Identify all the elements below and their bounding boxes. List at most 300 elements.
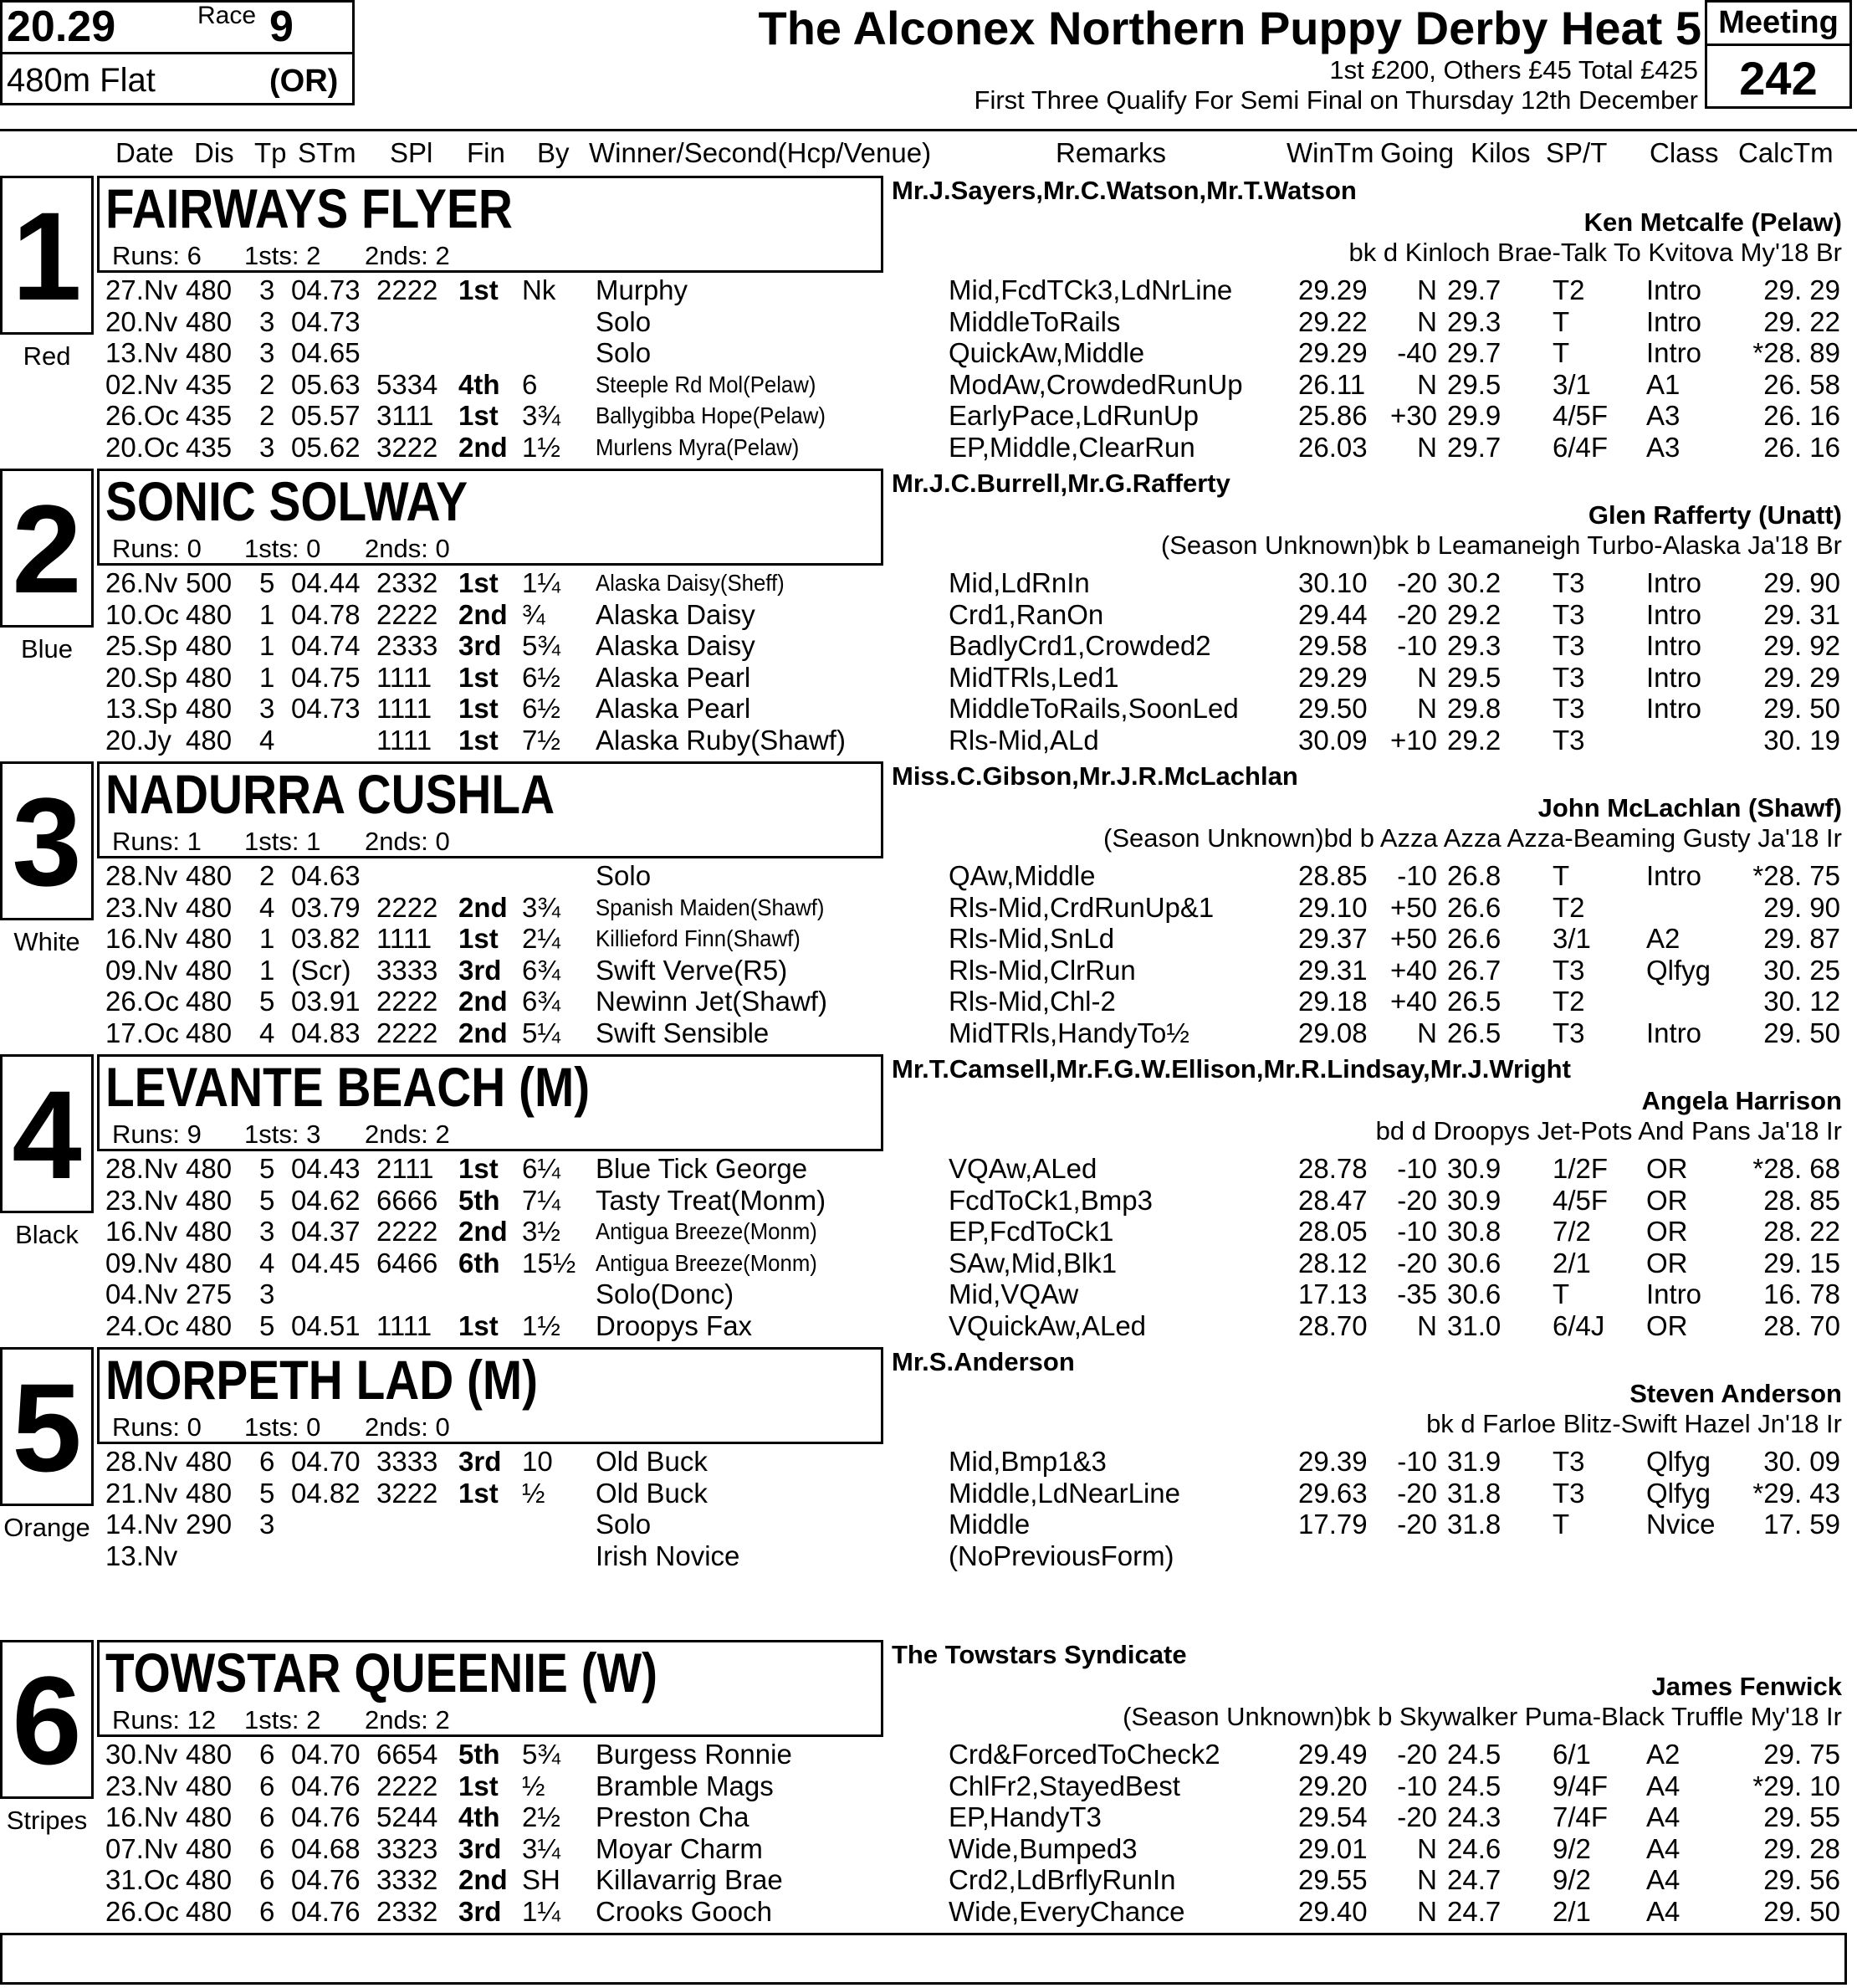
col-spt: SP/T <box>1546 137 1608 168</box>
form-stm: 04.74 <box>291 630 361 662</box>
form-stm: 05.63 <box>291 368 361 400</box>
form-by: 1½ <box>522 1310 560 1341</box>
form-dis: 480 <box>186 1739 233 1770</box>
form-remarks: Rls-Mid,ALd <box>949 725 1099 756</box>
form-kilos: 26.7 <box>1447 954 1501 986</box>
form-spt: 6/1 <box>1553 1739 1591 1770</box>
form-fin: 1st <box>458 1153 499 1184</box>
form-wintm: 30.09 <box>1298 725 1368 756</box>
form-remarks: EP,Middle,ClearRun <box>949 432 1195 463</box>
form-winner: Antigua Breeze(Monm) <box>596 1218 817 1245</box>
form-remarks: Mid,LdRnIn <box>949 567 1090 598</box>
form-wintm: 29.22 <box>1298 305 1368 337</box>
runner-breeding: (Season Unknown)bk b Leamaneigh Turbo-Alaska Ja'18 Br <box>1160 530 1842 560</box>
form-by: SH <box>522 1864 560 1896</box>
form-fin: 1st <box>458 693 499 725</box>
form-dis: 275 <box>186 1278 233 1310</box>
form-spl: 6466 <box>376 1247 438 1278</box>
form-cls: A4 <box>1646 1770 1681 1801</box>
form-date: 16.Nv <box>105 1216 178 1248</box>
form-fin: 6th <box>458 1247 500 1278</box>
form-cls: Nvice <box>1646 1509 1716 1540</box>
form-remarks: Middle,LdNearLine <box>949 1477 1181 1509</box>
footer-box <box>0 1933 1847 1985</box>
form-going: -20 <box>1397 1801 1437 1833</box>
form-dis: 480 <box>186 630 233 662</box>
form-date: 02.Nv <box>105 368 178 400</box>
form-wintm: 28.47 <box>1298 1184 1368 1216</box>
form-row <box>0 630 1857 662</box>
form-spt: 3/1 <box>1553 368 1591 400</box>
form-calc: 29. 29 <box>1763 274 1840 305</box>
form-spl: 2222 <box>376 598 438 630</box>
form-cls: Intro <box>1646 661 1702 693</box>
runner-trainer: Ken Metcalfe (Pelaw) <box>1583 208 1842 237</box>
form-winner: Spanish Maiden(Shawf) <box>596 894 825 920</box>
form-tp: 3 <box>259 305 275 337</box>
form-spt: T <box>1553 1509 1570 1540</box>
form-fin: 2nd <box>458 432 508 463</box>
form-wintm: 29.39 <box>1298 1446 1368 1477</box>
form-spl: 5334 <box>376 368 438 400</box>
form-calc: 29. 90 <box>1763 891 1840 923</box>
form-cls: OR <box>1646 1247 1688 1278</box>
trap-colour: White <box>13 927 80 956</box>
form-wintm: 29.44 <box>1298 598 1368 630</box>
form-wintm: 28.70 <box>1298 1310 1368 1341</box>
form-wintm: 29.01 <box>1298 1832 1368 1864</box>
form-kilos: 24.3 <box>1447 1801 1501 1833</box>
form-going: N <box>1417 274 1437 305</box>
form-row <box>0 274 1857 306</box>
form-kilos: 29.7 <box>1447 274 1501 305</box>
form-dis: 480 <box>186 1310 233 1341</box>
form-spt: 2/1 <box>1553 1247 1591 1278</box>
form-date: 26.Nv <box>105 567 178 598</box>
form-fin: 4th <box>458 368 500 400</box>
form-remarks: Rls-Mid,CrdRunUp&1 <box>949 891 1215 923</box>
runner-breeding: (Season Unknown)bd b Azza Azza Azza-Beaming Gusty Ja'18 Ir <box>1103 823 1842 853</box>
form-winner: Solo(Donc) <box>596 1278 734 1310</box>
form-going: -20 <box>1397 1184 1437 1216</box>
form-winner: Blue Tick George <box>596 1153 808 1184</box>
form-going: +50 <box>1390 891 1437 923</box>
form-spt: 9/2 <box>1553 1864 1591 1896</box>
form-by: 6½ <box>522 661 560 693</box>
form-wintm: 29.55 <box>1298 1864 1368 1896</box>
runner-stat-firsts: 1sts: 2 <box>244 1705 321 1734</box>
form-spt: 6/4F <box>1553 432 1609 463</box>
form-row <box>0 1446 1857 1478</box>
form-remarks: MiddleToRails,SoonLed <box>949 693 1239 725</box>
form-spl: 3111 <box>376 400 434 432</box>
form-tp: 6 <box>259 1801 275 1833</box>
form-winner: Preston Cha <box>596 1801 749 1833</box>
form-remarks: Middle <box>949 1509 1031 1540</box>
form-winner: Old Buck <box>596 1477 708 1509</box>
form-dis: 480 <box>186 860 233 891</box>
form-calc: 29. 90 <box>1763 567 1840 598</box>
form-kilos: 24.6 <box>1447 1832 1501 1864</box>
form-wintm: 29.18 <box>1298 986 1368 1017</box>
form-tp: 3 <box>259 337 275 369</box>
form-spt: T3 <box>1553 661 1585 693</box>
form-calc: 29. 50 <box>1763 1017 1840 1048</box>
col-tp: Tp <box>254 137 287 168</box>
form-tp: 5 <box>259 1184 275 1216</box>
form-remarks: QAw,Middle <box>949 860 1096 891</box>
form-winner: Alaska Ruby(Shawf) <box>596 725 846 756</box>
form-calc: 16. 78 <box>1763 1278 1840 1310</box>
form-remarks: BadlyCrd1,Crowded2 <box>949 630 1211 662</box>
form-kilos: 30.6 <box>1447 1278 1501 1310</box>
form-kilos: 29.2 <box>1447 598 1501 630</box>
form-dis: 480 <box>186 986 233 1017</box>
form-wintm: 29.58 <box>1298 630 1368 662</box>
form-going: -20 <box>1397 1739 1437 1770</box>
form-row <box>0 599 1857 631</box>
form-stm: 04.68 <box>291 1832 361 1864</box>
form-going: +10 <box>1390 725 1437 756</box>
form-kilos: 26.6 <box>1447 923 1501 955</box>
form-date: 09.Nv <box>105 954 178 986</box>
race-distance: 480m Flat <box>7 62 156 99</box>
form-calc: 28. 70 <box>1763 1310 1840 1341</box>
form-cls: Intro <box>1646 305 1702 337</box>
form-spt: T3 <box>1553 630 1585 662</box>
runner-name: LEVANTE BEACH (M) <box>105 1056 591 1118</box>
form-stm: 04.83 <box>291 1017 361 1048</box>
form-by: 7½ <box>522 725 560 756</box>
form-spt: 4/5F <box>1553 1184 1609 1216</box>
form-spl: 6654 <box>376 1739 438 1770</box>
form-row <box>0 1017 1857 1049</box>
form-spt: T3 <box>1553 693 1585 725</box>
form-spt: T <box>1553 337 1570 369</box>
form-tp: 6 <box>259 1446 275 1477</box>
form-stm: 03.91 <box>291 986 361 1017</box>
form-dis: 480 <box>186 1184 233 1216</box>
form-fin: 1st <box>458 725 499 756</box>
form-kilos: 29.5 <box>1447 368 1501 400</box>
form-cls: A4 <box>1646 1864 1681 1896</box>
form-spl: 1111 <box>376 923 432 955</box>
runner-breeding: (Season Unknown)bk b Skywalker Puma-Black Truffle My'18 Ir <box>1123 1702 1842 1731</box>
form-dis: 480 <box>186 693 233 725</box>
form-cls: Intro <box>1646 274 1702 305</box>
form-tp: 6 <box>259 1864 275 1896</box>
col-going: Going <box>1380 137 1455 168</box>
form-remarks: Rls-Mid,Chl-2 <box>949 986 1116 1017</box>
form-row <box>0 923 1857 955</box>
form-wintm: 28.78 <box>1298 1153 1368 1184</box>
form-dis: 500 <box>186 567 233 598</box>
form-date: 17.Oc <box>105 1017 180 1048</box>
col-by: By <box>537 137 570 168</box>
form-wintm: 29.49 <box>1298 1739 1368 1770</box>
form-date: 20.Sp <box>105 661 178 693</box>
form-going: -10 <box>1397 1446 1437 1477</box>
form-going: N <box>1417 305 1437 337</box>
form-dis: 290 <box>186 1509 233 1540</box>
runner-owners: The Towstars Syndicate <box>892 1640 1187 1669</box>
form-spt: T3 <box>1553 954 1585 986</box>
form-wintm: 29.10 <box>1298 891 1368 923</box>
form-cls: Intro <box>1646 1278 1702 1310</box>
form-stm: 04.62 <box>291 1184 361 1216</box>
runner-stat-seconds: 2nds: 0 <box>365 827 450 856</box>
form-winner: Alaska Daisy <box>596 598 755 630</box>
form-spt: 7/2 <box>1553 1216 1591 1248</box>
form-date: 28.Nv <box>105 1446 178 1477</box>
form-fin: 2nd <box>458 598 508 630</box>
form-fin: 3rd <box>458 1832 502 1864</box>
form-date: 27.Nv <box>105 274 178 305</box>
form-dis: 480 <box>186 923 233 955</box>
form-winner: Old Buck <box>596 1446 708 1477</box>
form-cls: OR <box>1646 1184 1688 1216</box>
form-tp: 1 <box>259 598 275 630</box>
form-spl: 5244 <box>376 1801 438 1833</box>
runner-breeding: bk d Farloe Blitz-Swift Hazel Jn'18 Ir <box>1426 1409 1842 1438</box>
form-spt: 3/1 <box>1553 923 1591 955</box>
form-wintm: 26.03 <box>1298 432 1368 463</box>
form-wintm: 28.85 <box>1298 860 1368 891</box>
form-spt: T3 <box>1553 567 1585 598</box>
form-tp: 1 <box>259 630 275 662</box>
form-dis: 480 <box>186 274 233 305</box>
form-by: 6 <box>522 368 538 400</box>
runner-breeding: bd d Droopys Jet-Pots And Pans Ja'18 Ir <box>1375 1116 1842 1145</box>
form-spl: 3323 <box>376 1832 438 1864</box>
race-grade: (OR) <box>269 64 339 99</box>
form-stm: 04.73 <box>291 693 361 725</box>
form-dis: 480 <box>186 1864 233 1896</box>
runner-stat-runs: Runs: 0 <box>112 534 202 563</box>
form-kilos: 30.6 <box>1447 1247 1501 1278</box>
form-cls: Intro <box>1646 860 1702 891</box>
form-spl: 2333 <box>376 630 438 662</box>
race-qualify: First Three Qualify For Semi Final on Thursday 12th December <box>974 85 1698 115</box>
form-spl: 1111 <box>376 693 432 725</box>
form-spl: 2222 <box>376 1770 438 1801</box>
form-kilos: 24.7 <box>1447 1896 1501 1927</box>
form-tp: 5 <box>259 1153 275 1184</box>
form-fin: 2nd <box>458 1864 508 1896</box>
form-date: 14.Nv <box>105 1509 178 1540</box>
runner-name: FAIRWAYS FLYER <box>105 177 513 239</box>
form-row <box>0 1185 1857 1217</box>
form-going: -35 <box>1397 1278 1437 1310</box>
form-row <box>0 662 1857 694</box>
form-spt: T3 <box>1553 1446 1585 1477</box>
form-stm: 04.43 <box>291 1153 361 1184</box>
form-fin: 1st <box>458 274 499 305</box>
form-row <box>0 725 1857 756</box>
form-fin: 1st <box>458 567 499 598</box>
col-dis: Dis <box>194 137 234 168</box>
form-remarks: Crd1,RanOn <box>949 598 1104 630</box>
form-winner: Tasty Treat(Monm) <box>596 1184 826 1216</box>
form-stm: 04.76 <box>291 1864 361 1896</box>
form-row <box>0 693 1857 725</box>
form-row <box>0 986 1857 1017</box>
form-dis: 480 <box>186 891 233 923</box>
col-stm: STm <box>298 137 356 168</box>
form-row <box>0 1801 1857 1833</box>
form-going: N <box>1417 1017 1437 1048</box>
form-fin: 1st <box>458 661 499 693</box>
form-winner: Droopys Fax <box>596 1310 753 1341</box>
form-winner: Irish Novice <box>596 1540 740 1571</box>
race-prizes: 1st £200, Others £45 Total £425 <box>1329 55 1698 85</box>
form-by: ½ <box>522 1770 545 1801</box>
form-tp: 6 <box>259 1770 275 1801</box>
form-tp: 5 <box>259 1477 275 1509</box>
form-row <box>0 1153 1857 1185</box>
form-by: ¾ <box>522 598 545 630</box>
form-winner: Alaska Daisy(Sheff) <box>596 570 785 596</box>
runner-trainer: John McLachlan (Shawf) <box>1537 793 1842 822</box>
form-by: 1¼ <box>522 567 560 598</box>
form-by: 5¼ <box>522 1017 560 1048</box>
form-cls: OR <box>1646 1216 1688 1248</box>
form-winner: Alaska Pearl <box>596 661 751 693</box>
form-calc: 29. 28 <box>1763 1832 1840 1864</box>
form-calc: *29. 10 <box>1752 1770 1840 1801</box>
runner-stat-seconds: 2nds: 2 <box>365 1120 450 1149</box>
form-tp: 5 <box>259 567 275 598</box>
form-spl: 2222 <box>376 891 438 923</box>
form-remarks: VQuickAw,ALed <box>949 1310 1147 1341</box>
col-date: Date <box>115 137 174 168</box>
form-row <box>0 1216 1857 1248</box>
form-remarks: Wide,EveryChance <box>949 1896 1185 1927</box>
form-tp: 4 <box>259 891 275 923</box>
form-date: 16.Nv <box>105 923 178 955</box>
form-fin: 2nd <box>458 1017 508 1048</box>
form-spt: T3 <box>1553 1017 1585 1048</box>
form-remarks: FcdToCk1,Bmp3 <box>949 1184 1153 1216</box>
form-cls: Intro <box>1646 693 1702 725</box>
trap-number: 5 <box>12 1357 82 1498</box>
form-winner: Murlens Myra(Pelaw) <box>596 434 800 460</box>
form-by: 6¼ <box>522 1153 560 1184</box>
runner-stat-firsts: 1sts: 0 <box>244 534 321 563</box>
form-cls: Intro <box>1646 598 1702 630</box>
form-wintm: 29.63 <box>1298 1477 1368 1509</box>
form-by: 6¾ <box>522 954 560 986</box>
form-dis: 480 <box>186 337 233 369</box>
form-spt: 7/4F <box>1553 1801 1609 1833</box>
form-fin: 1st <box>458 923 499 955</box>
col-calctm: CalcTm <box>1738 137 1834 168</box>
form-going: N <box>1417 368 1437 400</box>
runner-block <box>0 1054 1857 1339</box>
form-spl: 2222 <box>376 1216 438 1248</box>
form-remarks: SAw,Mid,Blk1 <box>949 1247 1118 1278</box>
col-remarks: Remarks <box>1056 137 1167 168</box>
runner-stat-seconds: 2nds: 2 <box>365 1705 450 1734</box>
form-by: 2½ <box>522 1801 560 1833</box>
form-by: 15½ <box>522 1247 576 1278</box>
form-by: 5¾ <box>522 630 560 662</box>
form-calc: 26. 58 <box>1763 368 1840 400</box>
form-kilos: 26.5 <box>1447 986 1501 1017</box>
form-going: -20 <box>1397 1247 1437 1278</box>
runner-name: MORPETH LAD (M) <box>105 1349 539 1411</box>
form-remarks: Rls-Mid,ClrRun <box>949 954 1136 986</box>
form-wintm: 29.40 <box>1298 1896 1368 1927</box>
form-spl: 1111 <box>376 661 432 693</box>
form-row <box>0 955 1857 986</box>
form-kilos: 24.5 <box>1447 1770 1501 1801</box>
form-spt: T2 <box>1553 274 1585 305</box>
form-stm: 05.62 <box>291 432 361 463</box>
form-date: 10.Oc <box>105 598 180 630</box>
form-cls: Qlfyg <box>1646 1446 1711 1477</box>
form-tp: 5 <box>259 1310 275 1341</box>
runner-stat-runs: Runs: 1 <box>112 827 202 856</box>
form-dis: 480 <box>186 661 233 693</box>
form-date: 23.Nv <box>105 1770 178 1801</box>
form-stm: 04.70 <box>291 1446 361 1477</box>
form-stm: 04.78 <box>291 598 361 630</box>
form-by: 2¼ <box>522 923 560 955</box>
form-going: N <box>1417 1864 1437 1896</box>
form-spt: 2/1 <box>1553 1896 1591 1927</box>
form-cls: A4 <box>1646 1896 1681 1927</box>
form-by: 3¼ <box>522 1832 560 1864</box>
form-calc: 26. 16 <box>1763 400 1840 432</box>
runner-trainer: Angela Harrison <box>1641 1086 1842 1115</box>
form-kilos: 29.7 <box>1447 337 1501 369</box>
form-row <box>0 1278 1857 1310</box>
form-winner: Swift Verve(R5) <box>596 954 788 986</box>
form-wintm: 17.79 <box>1298 1509 1368 1540</box>
form-fin: 1st <box>458 1477 499 1509</box>
form-kilos: 30.9 <box>1447 1184 1501 1216</box>
form-by: 3¾ <box>522 400 560 432</box>
form-tp: 3 <box>259 1278 275 1310</box>
trap-colour: Stripes <box>6 1806 88 1835</box>
form-kilos: 26.5 <box>1447 1017 1501 1048</box>
form-row <box>0 1833 1857 1865</box>
runner-stat-firsts: 1sts: 1 <box>244 827 321 856</box>
form-tp: 1 <box>259 923 275 955</box>
form-cls: Qlfyg <box>1646 1477 1711 1509</box>
form-date: 21.Nv <box>105 1477 178 1509</box>
form-wintm: 25.86 <box>1298 400 1368 432</box>
form-kilos: 31.0 <box>1447 1310 1501 1341</box>
form-stm: 04.76 <box>291 1896 361 1927</box>
form-winner: Murphy <box>596 274 688 305</box>
form-dis: 480 <box>186 1801 233 1833</box>
form-stm: 04.37 <box>291 1216 361 1248</box>
runner-block <box>0 761 1857 1046</box>
form-fin: 3rd <box>458 1896 502 1927</box>
runner-breeding: bk d Kinloch Brae-Talk To Kvitova My'18 Br <box>1348 238 1842 267</box>
form-kilos: 29.3 <box>1447 630 1501 662</box>
form-calc: *29. 43 <box>1752 1477 1840 1509</box>
form-going: -40 <box>1397 337 1437 369</box>
trap-number: 1 <box>12 186 82 326</box>
form-going: -10 <box>1397 630 1437 662</box>
form-going: -20 <box>1397 1509 1437 1540</box>
form-going: N <box>1417 1832 1437 1864</box>
form-cls: A3 <box>1646 400 1681 432</box>
form-winner: Swift Sensible <box>596 1017 770 1048</box>
